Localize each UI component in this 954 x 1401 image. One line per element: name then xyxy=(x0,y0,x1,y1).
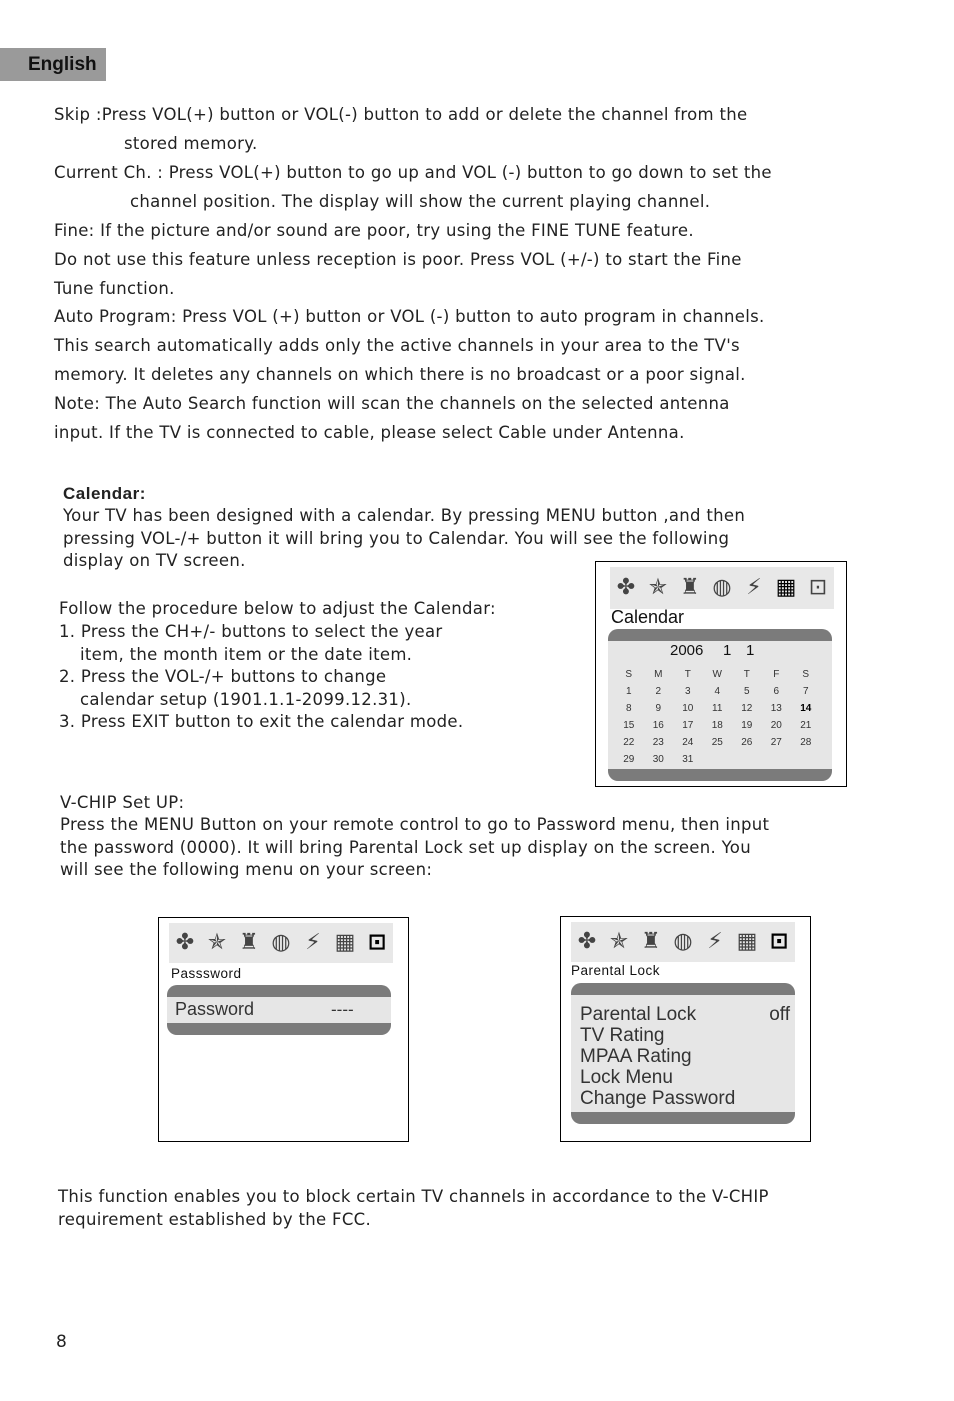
calendar-step: 3. Press EXIT button to exit the calendar mode. xyxy=(59,712,464,731)
panel-bottom-bar xyxy=(167,1023,391,1035)
weekday-label: S xyxy=(802,669,810,680)
body-line: memory. It deletes any channels on which there is no broadcast or a poor signal. xyxy=(54,365,746,384)
calendar-step: Follow the procedure below to adjust the Calendar: xyxy=(59,599,496,618)
body-line: channel position. The display will show the current playing channel. xyxy=(130,192,711,211)
day-cell: 20 xyxy=(770,720,782,731)
day-cell xyxy=(791,751,821,768)
calendar-intro-line: Your TV has been designed with a calendar. By pressing MENU button ,and then xyxy=(63,506,746,525)
day-cell: 4 xyxy=(714,686,721,697)
panel-top-bar xyxy=(571,983,795,995)
weekday-label: F xyxy=(773,669,780,680)
weekday-label: T xyxy=(743,669,750,680)
calendar-step: 1. Press the CH+/- buttons to select the year xyxy=(59,622,443,641)
picture-icon: ✤ xyxy=(616,575,636,600)
calendar-step: calendar setup (1901.1.1-2099.12.31). xyxy=(80,690,412,709)
day-cell: 14 xyxy=(800,703,812,714)
menu-item-change-password[interactable]: Change Password xyxy=(580,1088,736,1109)
screen-title: Calendar xyxy=(611,607,685,627)
day-cell: 24 xyxy=(682,737,694,748)
vchip-footer-line: This function enables you to block certain TV channels in accordance to the V-CHIP xyxy=(58,1187,769,1206)
sound-icon: ✯ xyxy=(609,929,629,954)
day-cell xyxy=(762,751,792,768)
screen-title: Passsword xyxy=(171,966,242,981)
calendar-intro-line: display on TV screen. xyxy=(63,551,246,570)
password-panel xyxy=(167,985,391,1035)
menu-item-parental-lock[interactable] xyxy=(580,1004,790,1025)
day-cell: 30 xyxy=(652,754,664,765)
day-cell: 26 xyxy=(741,737,753,748)
body-line: Tune function. xyxy=(54,279,175,298)
body-line: Note: The Auto Search function will scan the channels on the selected antenna xyxy=(54,394,730,413)
day-cell: 10 xyxy=(682,703,694,714)
day-cell: 13 xyxy=(770,703,782,714)
week-row xyxy=(614,717,821,734)
year-value: 2006 xyxy=(670,642,704,659)
day-cell: 7 xyxy=(802,686,809,697)
sound-icon: ✯ xyxy=(648,575,668,600)
calendar-screen xyxy=(595,561,847,787)
panel-bottom-bar xyxy=(608,769,832,781)
function-icon: ♜ xyxy=(641,929,661,954)
day-cell: 15 xyxy=(623,720,635,731)
panel-top-bar xyxy=(167,985,391,997)
picture-icon: ✤ xyxy=(175,930,195,955)
body-line: Do not use this feature unless reception is poor. Press VOL (+/-) to start the Fine xyxy=(54,250,742,269)
week-row xyxy=(614,734,821,751)
vchip-intro-line: Press the MENU Button on your remote control to go to Password menu, then input xyxy=(60,815,770,834)
day-cell: 29 xyxy=(623,754,635,765)
day-cell: 12 xyxy=(741,703,753,714)
lock-icon: ⊡ xyxy=(367,930,387,955)
day-value: 1 xyxy=(746,642,755,659)
day-cell: 11 xyxy=(712,703,723,714)
channel-icon: ◍ xyxy=(673,929,693,954)
password-screen xyxy=(158,917,409,1142)
menu-icon-bar xyxy=(571,922,795,962)
calendar-intro-line: pressing VOL-/+ button it will bring you to Calendar. You will see the following xyxy=(63,529,730,548)
day-cell: 16 xyxy=(652,720,664,731)
calendar-grid xyxy=(614,666,821,768)
body-line: Auto Program: Press VOL (+) button or VOL (-) button to auto program in channels. xyxy=(54,307,765,326)
calendar-step: 2. Press the VOL-/+ buttons to change xyxy=(59,667,387,686)
day-cell: 8 xyxy=(625,703,632,714)
page-number: 8 xyxy=(56,1332,67,1352)
menu-item-mpaa-rating[interactable]: MPAA Rating xyxy=(580,1046,692,1067)
day-cell: 21 xyxy=(800,720,812,731)
parental-lock-value: off xyxy=(769,1004,790,1025)
body-line: input. If the TV is connected to cable, please select Cable under Antenna. xyxy=(54,423,685,442)
menu-item-tv-rating[interactable]: TV Rating xyxy=(580,1025,665,1046)
parental-menu-panel xyxy=(571,983,795,1124)
calendar-icon: ▦ xyxy=(736,929,758,954)
calendar-step: item, the month item or the date item. xyxy=(80,645,413,664)
day-cell: 19 xyxy=(741,720,753,731)
vchip-intro-line: will see the following menu on your screen: xyxy=(60,860,433,879)
day-cell: 28 xyxy=(800,737,812,748)
vchip-footer-line: requirement established by the FCC. xyxy=(58,1210,372,1229)
menu-item-lock-menu[interactable]: Lock Menu xyxy=(580,1067,673,1088)
password-field[interactable]: ---- xyxy=(331,1000,354,1019)
picture-icon: ✤ xyxy=(577,929,597,954)
function-icon: ♜ xyxy=(680,575,700,600)
lock-icon: ⊡ xyxy=(769,929,789,954)
day-cell: 18 xyxy=(711,720,723,731)
weekday-label: M xyxy=(654,669,663,680)
day-cell: 6 xyxy=(773,686,780,697)
day-cell: 31 xyxy=(682,754,694,765)
password-label: Password xyxy=(175,999,255,1019)
panel-top-bar xyxy=(608,629,832,641)
day-cell: 23 xyxy=(652,737,664,748)
day-cell: 27 xyxy=(770,737,782,748)
body-line: Fine: If the picture and/or sound are poor, try using the FINE TUNE feature. xyxy=(54,221,694,240)
lock-icon: ⊡ xyxy=(808,575,828,600)
language-tab: English xyxy=(0,48,106,81)
menu-icon-bar xyxy=(169,923,393,963)
vchip-heading: V-CHIP Set UP: xyxy=(60,793,185,812)
menu-icon-bar xyxy=(610,567,834,609)
week-row xyxy=(614,751,821,768)
calendar-heading: Calendar: xyxy=(63,484,146,503)
day-cell: 3 xyxy=(684,686,691,697)
vchip-intro-line: the password (0000). It will bring Parental Lock set up display on the screen. You xyxy=(60,838,751,857)
parental-lock-screen xyxy=(560,916,811,1142)
calendar-icon: ▦ xyxy=(334,930,356,955)
weekday-label: W xyxy=(712,669,722,680)
calendar-icon: ▦ xyxy=(775,575,797,600)
day-cell: 9 xyxy=(655,703,662,714)
weekday-label: T xyxy=(684,669,691,680)
parental-menu-list xyxy=(580,1004,790,1109)
day-cell xyxy=(703,751,733,768)
weekday-label: S xyxy=(625,669,633,680)
day-cell: 22 xyxy=(623,737,635,748)
screen-title: Parental Lock xyxy=(571,963,661,978)
sound-icon: ✯ xyxy=(207,930,227,955)
day-cell: 2 xyxy=(655,686,662,697)
day-cell: 5 xyxy=(743,686,750,697)
function-icon: ♜ xyxy=(239,930,259,955)
body-line: This search automatically adds only the active channels in your area to the TV's xyxy=(54,336,740,355)
weekday-row xyxy=(614,666,821,683)
body-line: Current Ch. : Press VOL(+) button to go up and VOL (-) button to go down to set the xyxy=(54,163,772,182)
day-cell: 25 xyxy=(711,737,723,748)
week-row xyxy=(614,683,821,700)
body-line: stored memory. xyxy=(124,134,258,153)
menu-item-label: Parental Lock xyxy=(580,1004,697,1025)
antenna-icon: ⚡ xyxy=(305,930,321,955)
body-line: Skip :Press VOL(+) button or VOL(-) button to add or delete the channel from the xyxy=(54,105,748,124)
day-cell: 1 xyxy=(625,686,632,697)
antenna-icon: ⚡ xyxy=(746,575,762,600)
month-value: 1 xyxy=(723,642,732,659)
channel-icon: ◍ xyxy=(712,575,732,600)
week-row xyxy=(614,700,821,717)
panel-bottom-bar xyxy=(571,1112,795,1124)
day-cell xyxy=(732,751,762,768)
day-cell: 17 xyxy=(682,720,694,731)
calendar-panel xyxy=(608,629,832,781)
antenna-icon: ⚡ xyxy=(707,929,723,954)
channel-icon: ◍ xyxy=(271,930,291,955)
